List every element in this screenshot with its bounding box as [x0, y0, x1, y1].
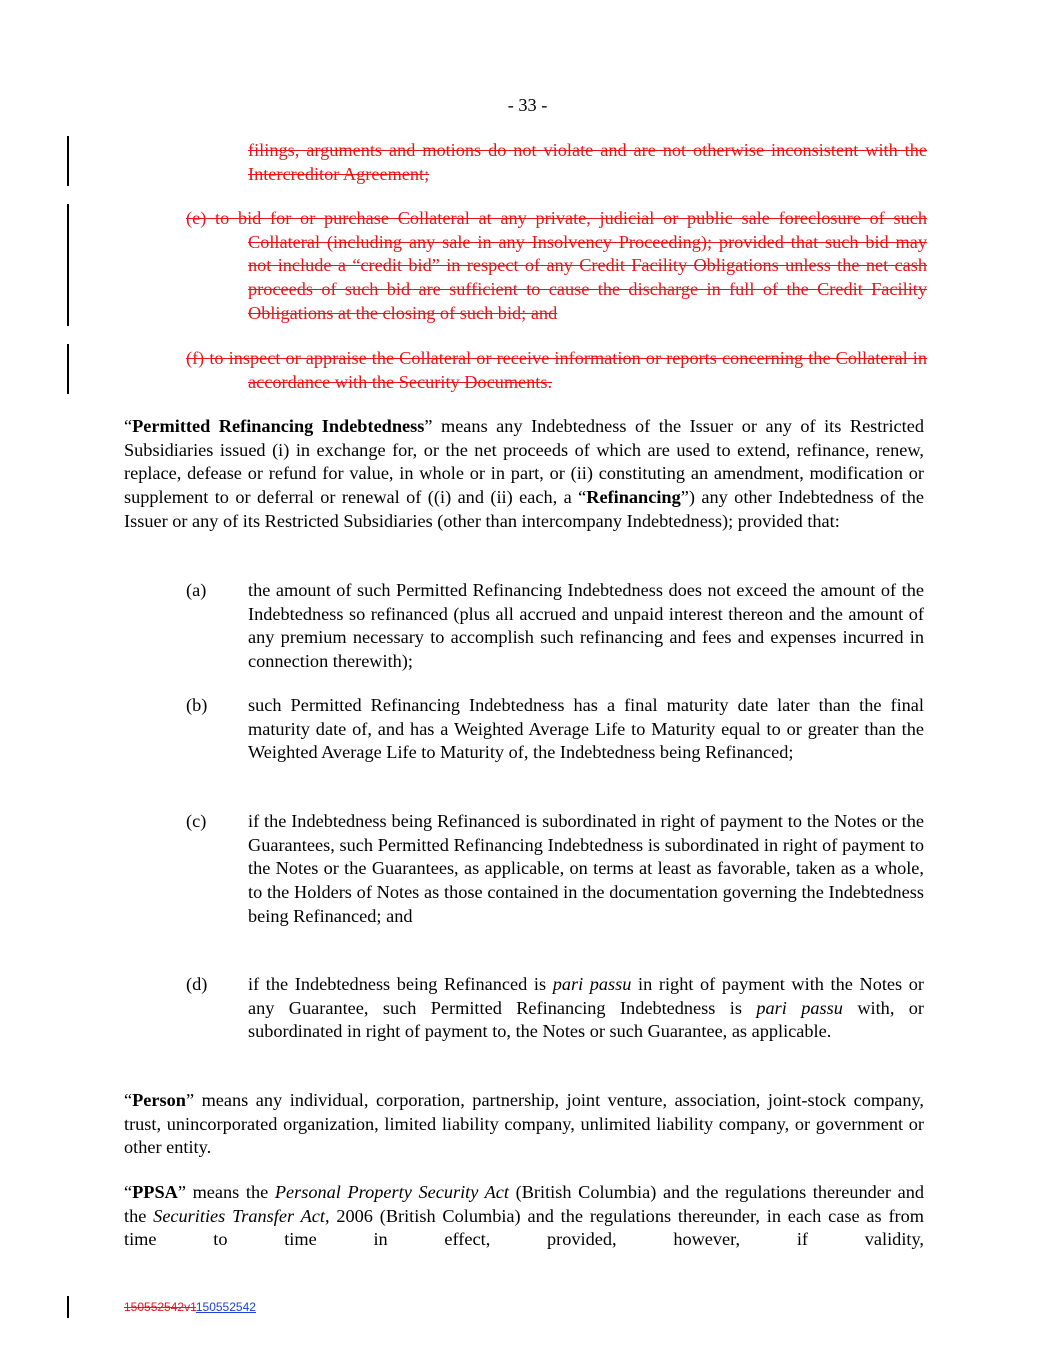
clause-c: [186, 810, 924, 929]
definition-permitted-refinancing-indebtedness: “Permitted Refinancing Indebtedness” means any Indebtedness of the Issuer or any of its Restricted Subsidiaries issued (i) in exchange for, or the net proceeds of which are used to extend, refinance, renew, replace, defease or refund for value, in whole or in part, or (ii) constituting an amendment, modification or supplement to or deferral or renewal of ((i) and (ii) each, a “Refinancing”) any other Indebtedness of the Issuer or any of its Restricted Subsidiaries (other than intercompany Indebtedness); provided that:: [124, 416, 924, 531]
defined-term: Permitted Refinancing Indebtedness: [132, 416, 425, 436]
clause-label: (d): [186, 974, 208, 994]
change-bar: [67, 204, 69, 326]
page-number: - 33 -: [507, 95, 548, 115]
change-bar: [67, 344, 69, 394]
clause-label: (a): [186, 580, 207, 600]
defined-term: Refinancing: [586, 487, 681, 508]
definition-ppsa: “PPSA” means the Personal Property Security Act (British Columbia) and the regulations thereunder and the Securities Transfer Act, 2006 (British Columbia) and the regulations thereunder, in each case as from time to time in effect, provided, however, if validity,: [124, 1182, 924, 1250]
deleted-clause-e: [186, 207, 927, 326]
new-document-id: 150552542: [195, 1300, 256, 1314]
clause-b: [186, 694, 924, 765]
clause-a: [186, 579, 924, 674]
deleted-clause-d-tail: filings, arguments and motions do not violate and are not otherwise inconsistent with the Intercreditor Agreement;: [248, 140, 927, 184]
change-bar: [67, 1296, 69, 1318]
clause-label: (c): [186, 811, 207, 831]
clause-label: (b): [186, 695, 208, 715]
clause-text: to inspect or appraise the Collateral or receive information or reports concerning the Collateral in accordance with the Security Documents.: [209, 348, 927, 392]
clause-text: the amount of such Permitted Refinancing Indebtedness does not exceed the amount of the Indebtedness so refinanced (plus all accrued and unpaid interest thereon and the amount of any premium necessary to accomplish such refinancing and fees and expenses incurred in connection therewith);: [248, 580, 924, 672]
deleted-clause-f: [186, 347, 927, 394]
document-id-footer: [124, 1300, 256, 1314]
definition-person: “Person” means any individual, corporation, partnership, joint venture, association, joint-stock company, trust, unincorporated organization, limited liability company, unlimited liability company, or government or other entity.: [124, 1090, 924, 1158]
defined-term: PPSA: [132, 1182, 178, 1202]
clause-text: to bid for or purchase Collateral at any private, judicial or public sale foreclosure of such Collateral (including any sale in any Insolvency Proceeding); provided that such bid may not include a “credit bid” in respect of any Credit Facility Obligations unless the net cash proceeds of such bid are sufficient to cause the discharge in full of the Credit Facility Obligations at the closing of such bid; and: [215, 208, 927, 323]
clause-d: [186, 973, 924, 1044]
defined-term: Person: [132, 1090, 186, 1110]
clause-label: (f): [186, 348, 205, 368]
clause-label: (e): [186, 208, 207, 228]
old-document-id: 150552542v1: [124, 1300, 196, 1314]
clause-text: if the Indebtedness being Refinanced is pari passu in right of payment with the Notes or any Guarantee, such Permitted Refinancing Indebtedness is pari passu with, or subordinated in right of payment to, the Notes or such Guarantee, as applicable.: [248, 974, 925, 1042]
change-bar: [67, 136, 69, 186]
clause-text: if the Indebtedness being Refinanced is subordinated in right of payment to the Notes or the Guarantees, such Permitted Refinancing Indebtedness is subordinated in right of payment to the Notes or the Guarantees, as applicable, on terms at least as favorable, taken as a whole, to the Holders of Notes as those contained in the documentation governing the Indebtedness being Refinanced; and: [248, 811, 924, 926]
clause-text: such Permitted Refinancing Indebtedness has a final maturity date later than the final maturity date of, and has a Weighted Average Life to Maturity equal to or greater than the Weighted Average Life to Maturity of, the Indebtedness being Refinanced;: [248, 695, 924, 763]
